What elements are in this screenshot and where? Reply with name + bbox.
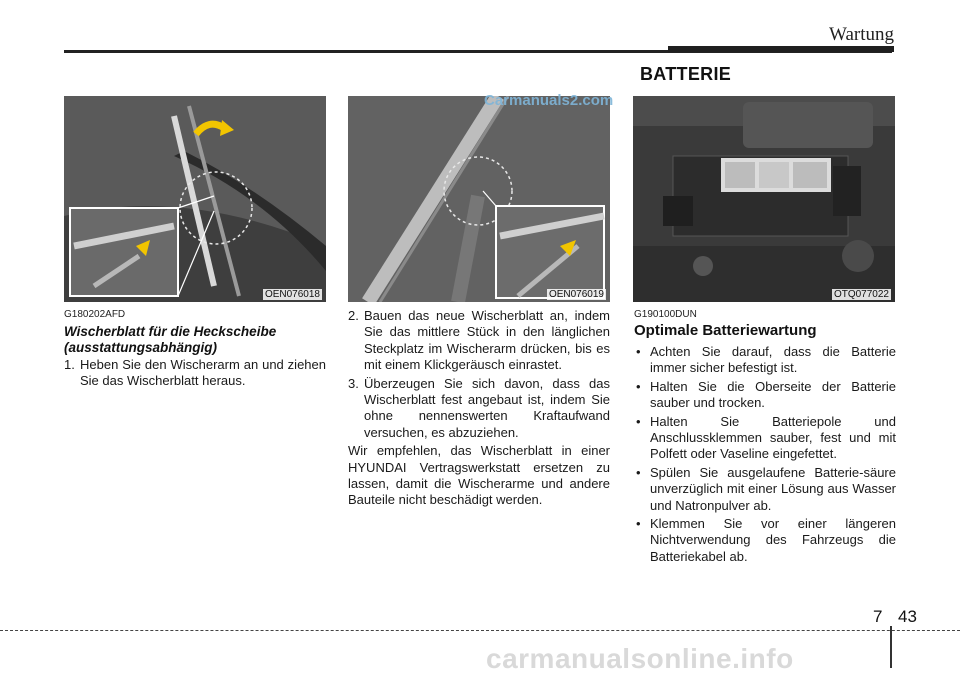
list-item: • Halten Sie Batteriepole und Anschlussklemmen sauber, fest und mit Polfett oder Vaseline eingefettet. [634,414,896,463]
footer-rule [0,630,960,631]
wiper-blade-install-photo [348,96,610,302]
list-item: • Halten Sie die Oberseite der Batterie sauber und trocken. [634,379,896,412]
recommendation-paragraph: Wir empfehlen, das Wischerblatt in einer HYUNDAI Vertragswerkstatt ersetzen zu lassen, damit die Wischerarme und andere Bauteile nicht beschädigt werden. [348,443,610,508]
list-item: • Achten Sie darauf, dass die Batterie immer sicher befestigt ist. [634,344,896,377]
battery-photo [633,96,895,302]
photo-code: OEN076018 [264,289,320,300]
item-text: Bauen das neue Wischerblatt an, indem Sie das mittlere Stück in den länglichen Steckplatz im Wischerarm drücken, bis es mit einem Klickgeräusch einrastet. [364,308,610,373]
photo-code: OTQ077022 [833,289,889,300]
rear-wiper-heading: Wischerblatt für die Heckscheibe (ausstattungsabhängig) [64,324,277,355]
chapter-title: Wartung [829,24,894,45]
footer-watermark: carmanualsonline.info [486,643,794,674]
battery-care-heading: Optimale Batteriewartung [634,322,817,339]
section-code: G190100DUN [634,309,697,320]
watermark: Carmanuals2.com [484,92,614,109]
list-item [348,376,610,442]
list-item: • Klemmen Sie vor einer längeren Nichtverwendung des Fahrzeugs die Batteriekabel ab. [634,516,896,565]
page-number: 43 [898,607,917,626]
photo-code: OEN076019 [548,289,604,300]
chapter-number: 7 [873,607,883,626]
battery-care-list [634,344,896,567]
item-number: 3. [348,375,359,391]
item-number: 2. [348,308,359,323]
item-number: 1. [64,357,75,372]
list-item [348,308,610,374]
item-text: Heben Sie den Wischerarm an und ziehen Sie das Wischerblatt heraus. [80,357,326,389]
page-number-divider [890,626,892,668]
rear-wiper-photo [64,96,326,302]
col2-text [348,308,610,509]
section-title: BATTERIE [640,64,732,84]
item-text: Überzeugen Sie sich davon, dass das Wischerblatt fest angebaut ist, indem Sie ohne nennenswerten Kraftaufwand versuchen, es abzuziehen. [364,375,610,440]
list-item: • Spülen Sie ausgelaufene Batterie-säure unverzüglich mit einer Lösung aus Wasser und Natronpulver ab. [634,465,896,514]
list-item [64,357,326,390]
col1-list [64,357,326,392]
section-code: G180202AFD [64,309,126,320]
header-rule-accent [668,46,894,52]
